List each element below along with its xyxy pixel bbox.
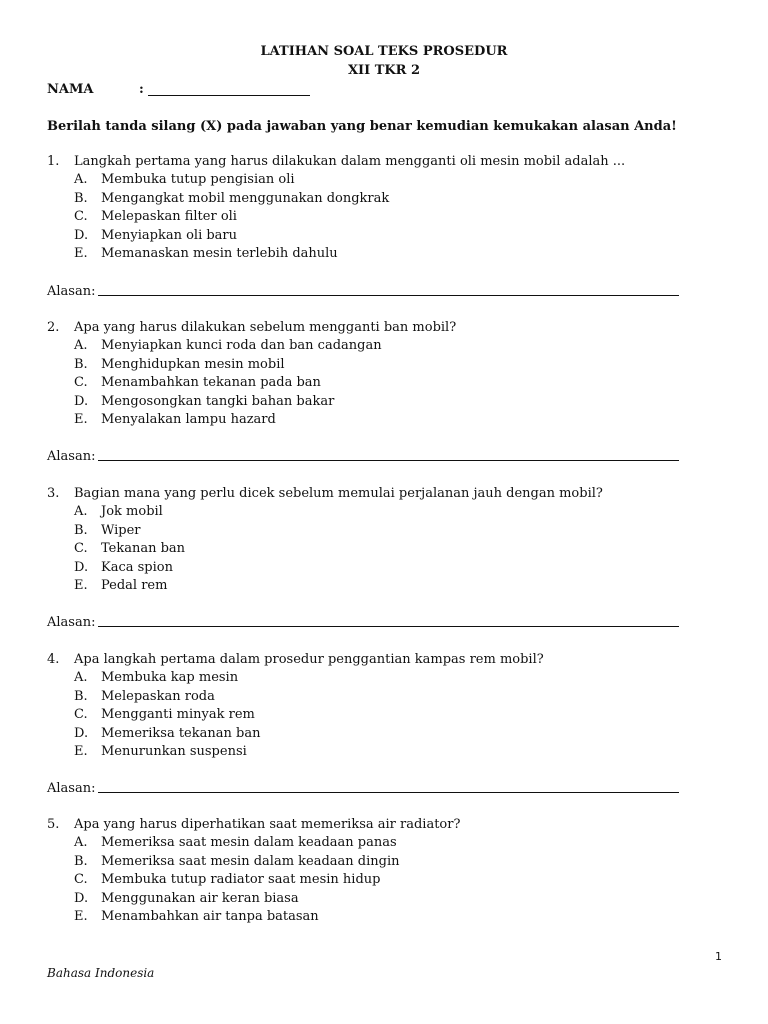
option-letter: D. — [74, 890, 89, 906]
question-stem — [47, 153, 687, 171]
question-number: 3. — [47, 486, 60, 501]
alasan-row-1 — [47, 284, 679, 300]
question-number: 4. — [47, 652, 60, 667]
question-stem — [47, 485, 687, 503]
option-letter: A. — [74, 172, 88, 188]
option-text: Menggunakan air keran biasa — [101, 890, 299, 906]
alasan-blank-line[interactable] — [98, 626, 679, 627]
option-letter: E. — [74, 908, 88, 924]
option-text: Pedal rem — [101, 577, 168, 593]
option-b[interactable] — [47, 853, 687, 871]
option-e[interactable] — [47, 245, 687, 263]
question-text: Apa yang harus dilakukan sebelum mengganti ban mobil? — [74, 320, 457, 335]
option-d[interactable] — [47, 393, 687, 411]
option-d[interactable] — [47, 890, 687, 908]
alasan-label: Alasan: — [47, 284, 96, 299]
question-2 — [47, 319, 687, 429]
option-text: Memeriksa saat mesin dalam keadaan dingin — [101, 853, 400, 869]
option-text: Membuka tutup radiator saat mesin hidup — [101, 872, 381, 888]
alasan-row-2 — [47, 449, 679, 465]
option-a[interactable] — [47, 669, 687, 687]
option-e[interactable] — [47, 908, 687, 926]
option-text: Menyalakan lampu hazard — [101, 411, 276, 427]
option-letter: C. — [74, 209, 88, 225]
class-label: XII TKR 2 — [347, 63, 421, 78]
option-text: Menghidupkan mesin mobil — [101, 356, 285, 372]
option-letter: B. — [74, 356, 88, 372]
option-text: Melepaskan roda — [101, 688, 215, 704]
option-text: Menambahkan air tanpa batasan — [101, 908, 319, 924]
option-text: Menambahkan tekanan pada ban — [101, 375, 321, 391]
alasan-label: Alasan: — [47, 615, 96, 630]
option-letter: D. — [74, 559, 89, 575]
option-text: Menurunkan suspensi — [101, 743, 247, 759]
option-letter: D. — [74, 227, 89, 243]
name-colon: : — [139, 82, 144, 97]
option-letter: E. — [74, 577, 88, 593]
option-e[interactable] — [47, 411, 687, 429]
option-c[interactable] — [47, 540, 687, 558]
option-c[interactable] — [47, 871, 687, 889]
option-letter: E. — [74, 411, 88, 427]
question-text: Apa langkah pertama dalam prosedur penggantian kampas rem mobil? — [74, 652, 544, 667]
option-b[interactable] — [47, 688, 687, 706]
option-b[interactable] — [47, 356, 687, 374]
question-5 — [47, 816, 687, 926]
footer-subject: Bahasa Indonesia — [47, 966, 155, 980]
question-stem — [47, 319, 687, 337]
option-letter: C. — [74, 872, 88, 888]
option-letter: B. — [74, 853, 88, 869]
option-text: Membuka tutup pengisian oli — [101, 172, 295, 188]
option-e[interactable] — [47, 743, 687, 761]
alasan-label: Alasan: — [47, 781, 96, 796]
option-a[interactable] — [47, 834, 687, 852]
option-letter: C. — [74, 541, 88, 557]
alasan-label: Alasan: — [47, 449, 96, 464]
option-text: Menyiapkan kunci roda dan ban cadangan — [101, 338, 382, 354]
option-letter: D. — [74, 393, 89, 409]
question-stem — [47, 651, 687, 669]
option-letter: D. — [74, 725, 89, 741]
option-letter: B. — [74, 522, 88, 538]
option-b[interactable] — [47, 522, 687, 540]
option-a[interactable] — [47, 503, 687, 521]
option-d[interactable] — [47, 725, 687, 743]
option-letter: B. — [74, 190, 88, 206]
question-number: 1. — [47, 154, 60, 169]
option-text: Melepaskan filter oli — [101, 209, 237, 225]
question-1 — [47, 153, 687, 263]
question-number: 5. — [47, 817, 60, 832]
option-letter: A. — [74, 338, 88, 354]
option-text: Membuka kap mesin — [101, 670, 239, 686]
option-e[interactable] — [47, 577, 687, 595]
option-a[interactable] — [47, 171, 687, 189]
option-letter: C. — [74, 375, 88, 391]
instruction-text: Berilah tanda silang (X) pada jawaban yang benar kemudian kemukakan alasan Anda! — [47, 119, 677, 134]
option-text: Kaca spion — [101, 559, 173, 575]
option-a[interactable] — [47, 337, 687, 355]
option-text: Menyiapkan oli baru — [101, 227, 238, 243]
question-4 — [47, 651, 687, 761]
option-text: Wiper — [101, 522, 141, 538]
question-3 — [47, 485, 687, 595]
option-c[interactable] — [47, 374, 687, 392]
option-d[interactable] — [47, 227, 687, 245]
question-number: 2. — [47, 320, 60, 335]
option-text: Mengosongkan tangki bahan bakar — [101, 393, 335, 409]
alasan-row-3 — [47, 615, 679, 631]
option-text: Jok mobil — [101, 504, 163, 520]
question-text: Langkah pertama yang harus dilakukan dalam mengganti oli mesin mobil adalah ... — [74, 154, 626, 169]
page-title: LATIHAN SOAL TEKS PROSEDUR — [260, 44, 508, 59]
option-text: Memeriksa saat mesin dalam keadaan panas — [101, 835, 397, 851]
alasan-blank-line[interactable] — [98, 295, 679, 296]
option-text: Memanaskan mesin terlebih dahulu — [101, 245, 338, 261]
page-number: 1 — [715, 950, 722, 963]
question-text: Apa yang harus diperhatikan saat memeriksa air radiator? — [74, 817, 461, 832]
option-d[interactable] — [47, 559, 687, 577]
alasan-row-4 — [47, 781, 679, 797]
alasan-blank-line[interactable] — [98, 460, 679, 461]
option-text: Mengganti minyak rem — [101, 707, 255, 723]
option-letter: A. — [74, 670, 88, 686]
option-letter: A. — [74, 504, 88, 520]
option-letter: B. — [74, 688, 88, 704]
option-letter: C. — [74, 707, 88, 723]
option-b[interactable] — [47, 190, 687, 208]
option-letter: E. — [74, 245, 88, 261]
question-text: Bagian mana yang perlu dicek sebelum memulai perjalanan jauh dengan mobil? — [74, 486, 603, 501]
name-label: NAMA — [47, 82, 94, 97]
option-text: Memeriksa tekanan ban — [101, 725, 261, 741]
alasan-blank-line[interactable] — [98, 792, 679, 793]
option-text: Tekanan ban — [101, 541, 186, 557]
question-stem — [47, 816, 687, 834]
name-blank-line[interactable] — [148, 95, 310, 96]
option-letter: E. — [74, 743, 88, 759]
option-c[interactable] — [47, 208, 687, 226]
option-letter: A. — [74, 835, 88, 851]
option-text: Mengangkat mobil menggunakan dongkrak — [101, 190, 390, 206]
option-c[interactable] — [47, 706, 687, 724]
